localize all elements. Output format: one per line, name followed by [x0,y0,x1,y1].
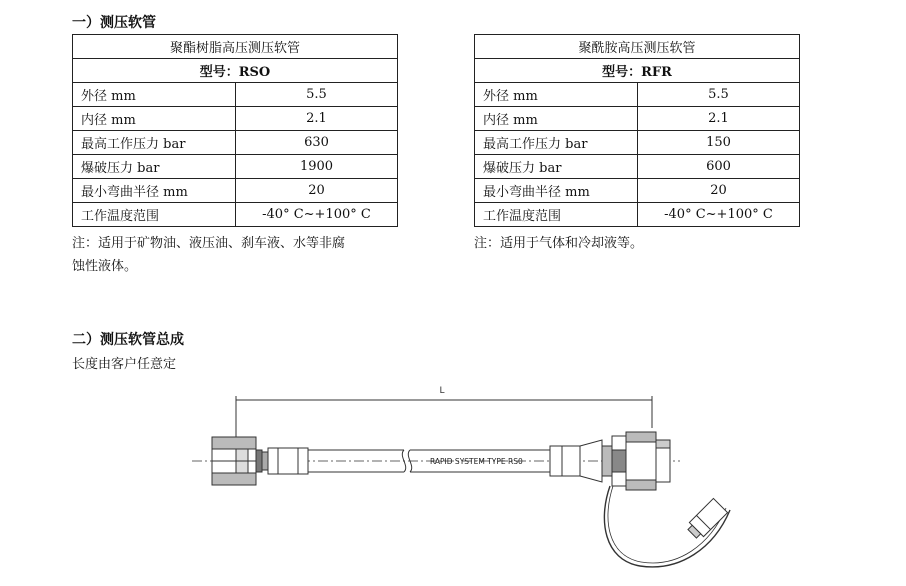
row-value: -40° C~+100° C [638,203,800,227]
row-label: 最小弯曲半径 mm [73,179,236,203]
section-1-title: 一）测压软管 [72,15,156,31]
section-2-title: 二）测压软管总成 [72,332,184,348]
row-label: 工作温度范围 [73,203,236,227]
row-label: 爆破压力 bar [475,155,638,179]
note-line: 注：适用于气体和冷却液等。 [474,236,644,251]
row-value: 20 [638,179,800,203]
row-value: 5.5 [236,83,398,107]
model-label: 型号：RFR [475,59,800,83]
note-line: 蚀性液体。 [72,259,138,274]
note-line: 注：适用于矿物油、液压油、刹车液、水等非腐 [72,236,346,251]
model-label: 型号：RSO [73,59,398,83]
row-value: 600 [638,155,800,179]
row-value: 2.1 [638,107,800,131]
table-title: 聚酰胺高压测压软管 [475,35,800,59]
row-value: 2.1 [236,107,398,131]
row-value: 20 [236,179,398,203]
row-label: 外径 mm [475,83,638,107]
row-value: 630 [236,131,398,155]
row-label: 最高工作压力 bar [475,131,638,155]
row-value: 5.5 [638,83,800,107]
row-label: 内径 mm [475,107,638,131]
row-label: 最高工作压力 bar [73,131,236,155]
row-value: 1900 [236,155,398,179]
row-label: 内径 mm [73,107,236,131]
table-title: 聚酯树脂高压测压软管 [73,35,398,59]
row-label: 工作温度范围 [475,203,638,227]
row-label: 最小弯曲半径 mm [475,179,638,203]
row-label: 爆破压力 bar [73,155,236,179]
dimension-label: L [439,386,445,396]
hose-print-label: RAPID SYSTEM TYPE RS0 [430,457,523,466]
row-value: -40° C~+100° C [236,203,398,227]
row-value: 150 [638,131,800,155]
row-label: 外径 mm [73,83,236,107]
section-2-subtitle: 长度由客户任意定 [72,357,177,372]
